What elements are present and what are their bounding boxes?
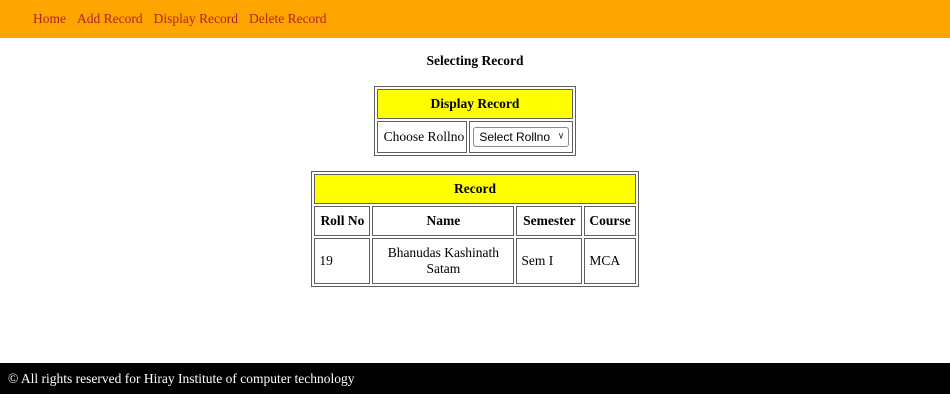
col-header-roll-no: Roll No <box>314 206 370 236</box>
record-table-title-row <box>314 174 635 204</box>
cell-roll-no: 19 <box>314 238 370 284</box>
table-row <box>314 238 635 284</box>
choose-rollno-label: Choose Rollno <box>377 121 468 153</box>
footer <box>0 363 950 394</box>
cell-course: MCA <box>584 238 635 284</box>
chevron-down-icon: ∨ <box>557 131 565 142</box>
record-table-header-row <box>314 206 635 236</box>
display-record-header-row <box>377 89 574 119</box>
nav-link-display-record[interactable]: Display Record <box>153 11 238 26</box>
col-header-name: Name <box>372 206 514 236</box>
record-table-title: Record <box>314 174 635 204</box>
footer-text: © All rights reserved for Hiray Institute of computer technology <box>8 370 355 386</box>
page-title: Selecting Record <box>426 53 524 68</box>
navbar <box>0 0 950 38</box>
cell-semester: Sem I <box>516 238 582 284</box>
nav-link-add-record[interactable]: Add Record <box>77 11 143 26</box>
col-header-semester: Semester <box>516 206 582 236</box>
col-header-course: Course <box>584 206 635 236</box>
nav-link-delete-record[interactable]: Delete Record <box>248 11 327 26</box>
cell-name: Bhanudas Kashinath Satam <box>372 238 514 284</box>
nav-link-home[interactable]: Home <box>33 11 66 26</box>
choose-rollno-row <box>377 121 574 153</box>
rollno-select[interactable] <box>473 127 569 147</box>
record-table <box>311 171 638 287</box>
display-record-form <box>374 86 577 156</box>
rollno-select-cell <box>469 121 573 153</box>
display-record-header: Display Record <box>377 89 574 119</box>
rollno-select-wrap <box>473 127 569 147</box>
